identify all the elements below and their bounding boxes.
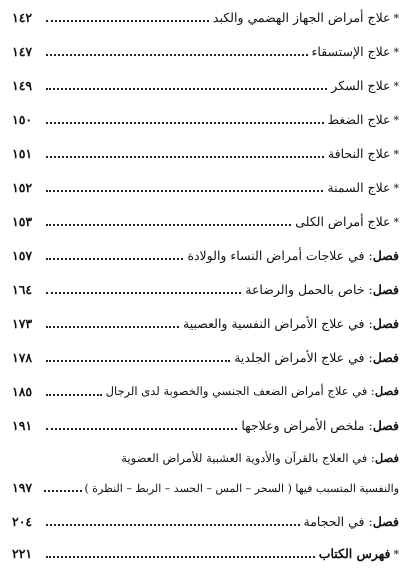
dot-leader <box>46 258 183 260</box>
toc-entry[interactable] <box>12 142 399 166</box>
toc-entry[interactable] <box>12 108 399 132</box>
star-icon: * <box>393 11 399 25</box>
page-number: ١٥٠ <box>12 111 33 127</box>
entry-title: : في علاج الأمراض النفسية والعصبية <box>183 315 373 331</box>
entry-title: علاج الضغط <box>327 111 391 127</box>
star-icon: * <box>393 181 399 195</box>
section-prefix: فصل <box>374 451 399 465</box>
section-prefix: فصل <box>372 315 399 331</box>
section-prefix: فصل <box>372 513 399 529</box>
entry-title: : في علاج أمراض الضعف الجنسي والخصوبة لدى الرجال <box>105 384 375 399</box>
toc-entry[interactable] <box>12 278 399 302</box>
toc-entry[interactable] <box>12 312 399 336</box>
entry-title-continued: والنفسية المتسبب فيها ( السحر – المس – الحسد – الربط – النظرة ) <box>84 481 399 495</box>
entry-title: علاج النحافة <box>327 145 391 161</box>
dot-leader <box>46 122 324 124</box>
toc-entry[interactable] <box>12 346 399 370</box>
entry-title: : خاص بالحمل والرضاعة <box>245 281 373 297</box>
entry-title: علاج أمراض الكلى <box>295 213 391 229</box>
dot-leader <box>46 190 323 192</box>
toc-entry[interactable] <box>12 510 399 534</box>
dot-leader <box>46 292 241 294</box>
dot-leader <box>46 20 209 22</box>
page-number: ١٤٩ <box>12 77 33 93</box>
entry-title: علاج الإستسقاء <box>311 43 391 59</box>
page-number: ٢٠٤ <box>12 513 33 529</box>
page-number: ١٨٥ <box>12 383 33 399</box>
page-number: ١٧٣ <box>12 315 33 331</box>
toc-entry[interactable] <box>12 244 399 268</box>
dot-leader <box>46 326 179 328</box>
entry-title: علاج السكر <box>331 77 391 93</box>
dot-leader <box>46 556 315 558</box>
toc-entry[interactable] <box>12 414 399 438</box>
entry-title: علاج السمنة <box>327 179 391 195</box>
page-number: ٢٢١ <box>12 545 33 561</box>
section-prefix: فصل <box>372 417 399 433</box>
dot-leader <box>44 490 82 492</box>
section-prefix: فصل <box>372 349 399 365</box>
dot-leader <box>46 156 324 158</box>
section-prefix: فصل <box>372 281 399 297</box>
star-icon: * <box>393 547 399 561</box>
page-number: ١٩٧ <box>12 479 33 495</box>
star-icon: * <box>393 45 399 59</box>
star-icon: * <box>393 113 399 127</box>
page-number: ١٧٨ <box>12 349 33 365</box>
dot-leader <box>46 88 327 90</box>
entry-title: : في علاج الأمراض الجلدية <box>234 349 373 365</box>
dot-leader <box>46 360 230 362</box>
section-prefix: فصل <box>374 384 399 399</box>
entry-title: علاج أمراض الجهاز الهضمي والكبد <box>212 9 391 25</box>
page-number: ١٥١ <box>12 145 33 161</box>
page-number: ١٤٧ <box>12 43 33 59</box>
entry-title: : في الحجامة <box>303 513 373 529</box>
page-number: ١٩١ <box>12 417 33 433</box>
page-number: ١٤٢ <box>12 9 33 25</box>
entry-title: فهرس الكتاب <box>318 545 391 561</box>
toc-entry[interactable] <box>12 380 399 404</box>
toc-entry[interactable] <box>12 176 399 200</box>
entry-title: : في العلاج بالقرآن والأدوية العشبية للأمراض العضوية <box>121 451 375 465</box>
page-number: ١٥٢ <box>12 179 33 195</box>
toc-entry[interactable] <box>12 74 399 98</box>
dot-leader <box>46 524 300 526</box>
toc-entry[interactable] <box>12 542 399 566</box>
dot-leader <box>46 428 237 430</box>
toc-entry[interactable] <box>12 210 399 234</box>
toc-entry[interactable] <box>12 40 399 64</box>
dot-leader <box>46 224 291 226</box>
section-prefix: فصل <box>372 247 399 263</box>
toc-entry[interactable] <box>12 476 399 500</box>
entry-title: : في علاجات أمراض النساء والولادة <box>187 247 373 263</box>
page-number: ١٦٤ <box>12 281 33 297</box>
toc-entry[interactable] <box>12 6 399 30</box>
dot-leader <box>46 394 102 396</box>
dot-leader <box>46 54 308 56</box>
entry-title: : ملخص الأمراض وعلاجها <box>241 417 373 433</box>
star-icon: * <box>393 147 399 161</box>
star-icon: * <box>393 215 399 229</box>
page-number: ١٥٣ <box>12 213 33 229</box>
toc-entry-line[interactable] <box>12 446 399 470</box>
star-icon: * <box>393 79 399 93</box>
page-number: ١٥٧ <box>12 247 33 263</box>
